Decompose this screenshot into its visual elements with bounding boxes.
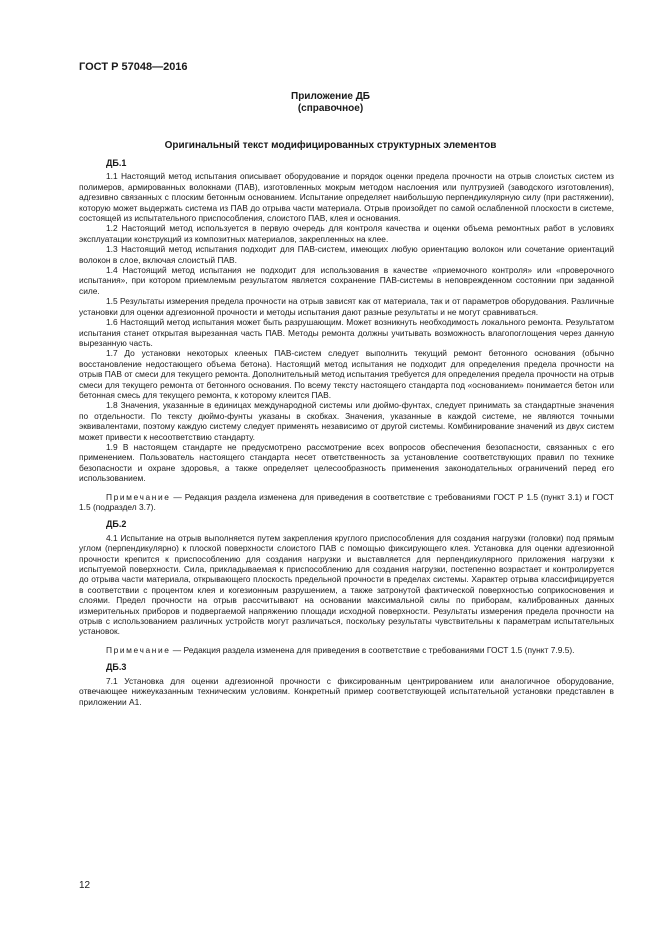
note-text: — Редакция раздела изменена для приведения в соответствие с требованиями ГОСТ Р 1.5 (пункт 3.1) и ГОСТ 1.5 (подраздел 3.7). xyxy=(79,491,614,512)
section-heading-db2: ДБ.2 xyxy=(106,519,127,530)
paragraph: 1.2 Настоящий метод используется в первую очередь для контроля качества и оценки объема ремонтных работ в условиях эксплуатации конструкций из композитных материалов, закрепленных на клее. xyxy=(79,223,614,244)
paragraph: 1.8 Значения, указанные в единицах международной системы или дюймо-фунтах, следует принимать за стандартные значения по отдельности. По тексту дюймо-фунты указаны в скобках. Значения, указанные в каждой системе, не являются точными эквивалентами, поэтому каждую систему следует применять независимо от другой системы. Комбинирование значений из двух систем может привести к несоответствию стандарту. xyxy=(79,400,614,442)
note-db1 xyxy=(79,492,614,513)
note-label: Примечание xyxy=(106,644,171,655)
note-label: Примечание xyxy=(106,491,171,502)
note-text: — Редакция раздела изменена для приведения в соответствие с требованиями ГОСТ 1.5 (пункт 7.9.5). xyxy=(170,644,575,655)
document-body xyxy=(79,158,614,707)
standard-header: ГОСТ Р 57048—2016 xyxy=(79,61,188,73)
appendix-subtitle: (справочное) xyxy=(297,103,364,114)
paragraph: 7.1 Установка для оценки адгезионной прочности с фиксированным центрированием или аналогичное оборудование, отвечающее нижеуказанным техническим условиям. Конкретный пример соответствующей испытательной установки представлен в приложении А1. xyxy=(79,675,614,707)
page-number: 12 xyxy=(79,880,91,891)
section-heading-db1: ДБ.1 xyxy=(106,158,127,168)
section-heading-db3: ДБ.3 xyxy=(106,662,127,673)
appendix-heading xyxy=(0,91,661,115)
section-title: Оригинальный текст модифицированных структурных элементов xyxy=(164,140,497,151)
note-db2 xyxy=(79,645,614,655)
paragraph: 1.1 Настоящий метод испытания описывает оборудование и порядок оценки предела прочности на отрыв слоистых систем из полимеров, армированных волокнами (ПАВ), изготовленных мокрым методом наслоения или пултрузией (заводского изготовления), адгезивно связанных с плоским бетонным основанием. Испытание определяет наибольшую перпендикулярную силу (при растяжении), которую может выдержать система из ПАВ до отрыва части материала. Отрыв произойдет по самой ослабленной плоскости в системе, состоящей из испытательного приспособления, слоистого ПАВ, клея и основания. xyxy=(79,171,614,224)
paragraph: 1.3 Настоящий метод испытания подходит для ПАВ-систем, имеющих любую ориентацию волокон или сочетание ориентаций волокон в слое, включая слоистый ПАВ. xyxy=(79,244,614,265)
paragraph: 1.7 До установки некоторых клееных ПАВ-систем следует выполнить текущий ремонт бетонного основания (обычно восстановление недостающего объема бетона). Настоящий метод испытания не подходит для определения предела прочности на отрыв ПАВ от смеси для текущего ремонта. Дополнительный метод испытания требуется для определения предела прочности на отрыв смеси для текущего ремонта от бетонного основания. По всему тексту настоящего стандарта под «основанием» понимается бетон или бетонная смесь для текущего ремонта, к которому клеится ПАВ. xyxy=(79,348,614,400)
paragraph: 4.1 Испытание на отрыв выполняется путем закрепления круглого приспособления для создания нагрузки (головки) под прямым углом (перпендикулярно) к плоской поверхности слоистого ПАВ с помощью фиксирующего клея. Установка для оценки адгезионной прочности крепится к приспособлению для создания нагрузки и выставляется для перпендикулярного приложения нагрузки к испытуемой поверхности. Сила, прикладываемая к приспособлению для создания нагрузки, постепенно возрастает и контролируется до отрыва части материала, открывающего плоскость предельной прочности в пределах системы. Характер отрыва классифицируется в соответствии с процентом клея и когезионным разрушением, а также затронутой фактической поверхностью соприкосновения и слоями. Предел прочности на отрыв рассчитывают на основании максимальной силы по приборам, калиброванных данных измерительных приборов и подвергаемой напряжению площади исходной поверхности. Результаты измерения предела прочности на отрыв с использованием различных устройств могут различаться, поскольку результаты чувствительны к параметрам испытательных установок. xyxy=(79,532,614,637)
paragraph: 1.4 Настоящий метод испытания не подходит для использования в качестве «приемочного контроля» или «проверочного испытания», при котором приемлемым результатом является сохранение ПАВ-системы в неповрежденном состоянии при заданной силе. xyxy=(79,265,614,296)
paragraph: 1.9 В настоящем стандарте не предусмотрено рассмотрение всех вопросов обеспечения безопасности, связанных с его применением. Пользователь настоящего стандарта несет ответственность за установление соответствующих правил по технике безопасности и охране здоровья, а также определяет целесообразность применения законодательных ограничений перед его использованием. xyxy=(79,441,614,484)
appendix-title: Приложение ДБ xyxy=(291,91,370,102)
paragraph: 1.6 Настоящий метод испытания может быть разрушающим. Может возникнуть необходимость локального ремонта. Результатом испытания станет открытая вырезанная часть ПАВ. Методы ремонта должны учитывать возможность влагопоглощения через данную вырезанную часть. xyxy=(79,317,614,348)
paragraph: 1.5 Результаты измерения предела прочности на отрыв зависят как от материала, так и от параметров оборудования. Различные установки для оценки адгезионной прочности и методы испытания дают разные результаты и не могут сравниваться. xyxy=(79,296,614,317)
